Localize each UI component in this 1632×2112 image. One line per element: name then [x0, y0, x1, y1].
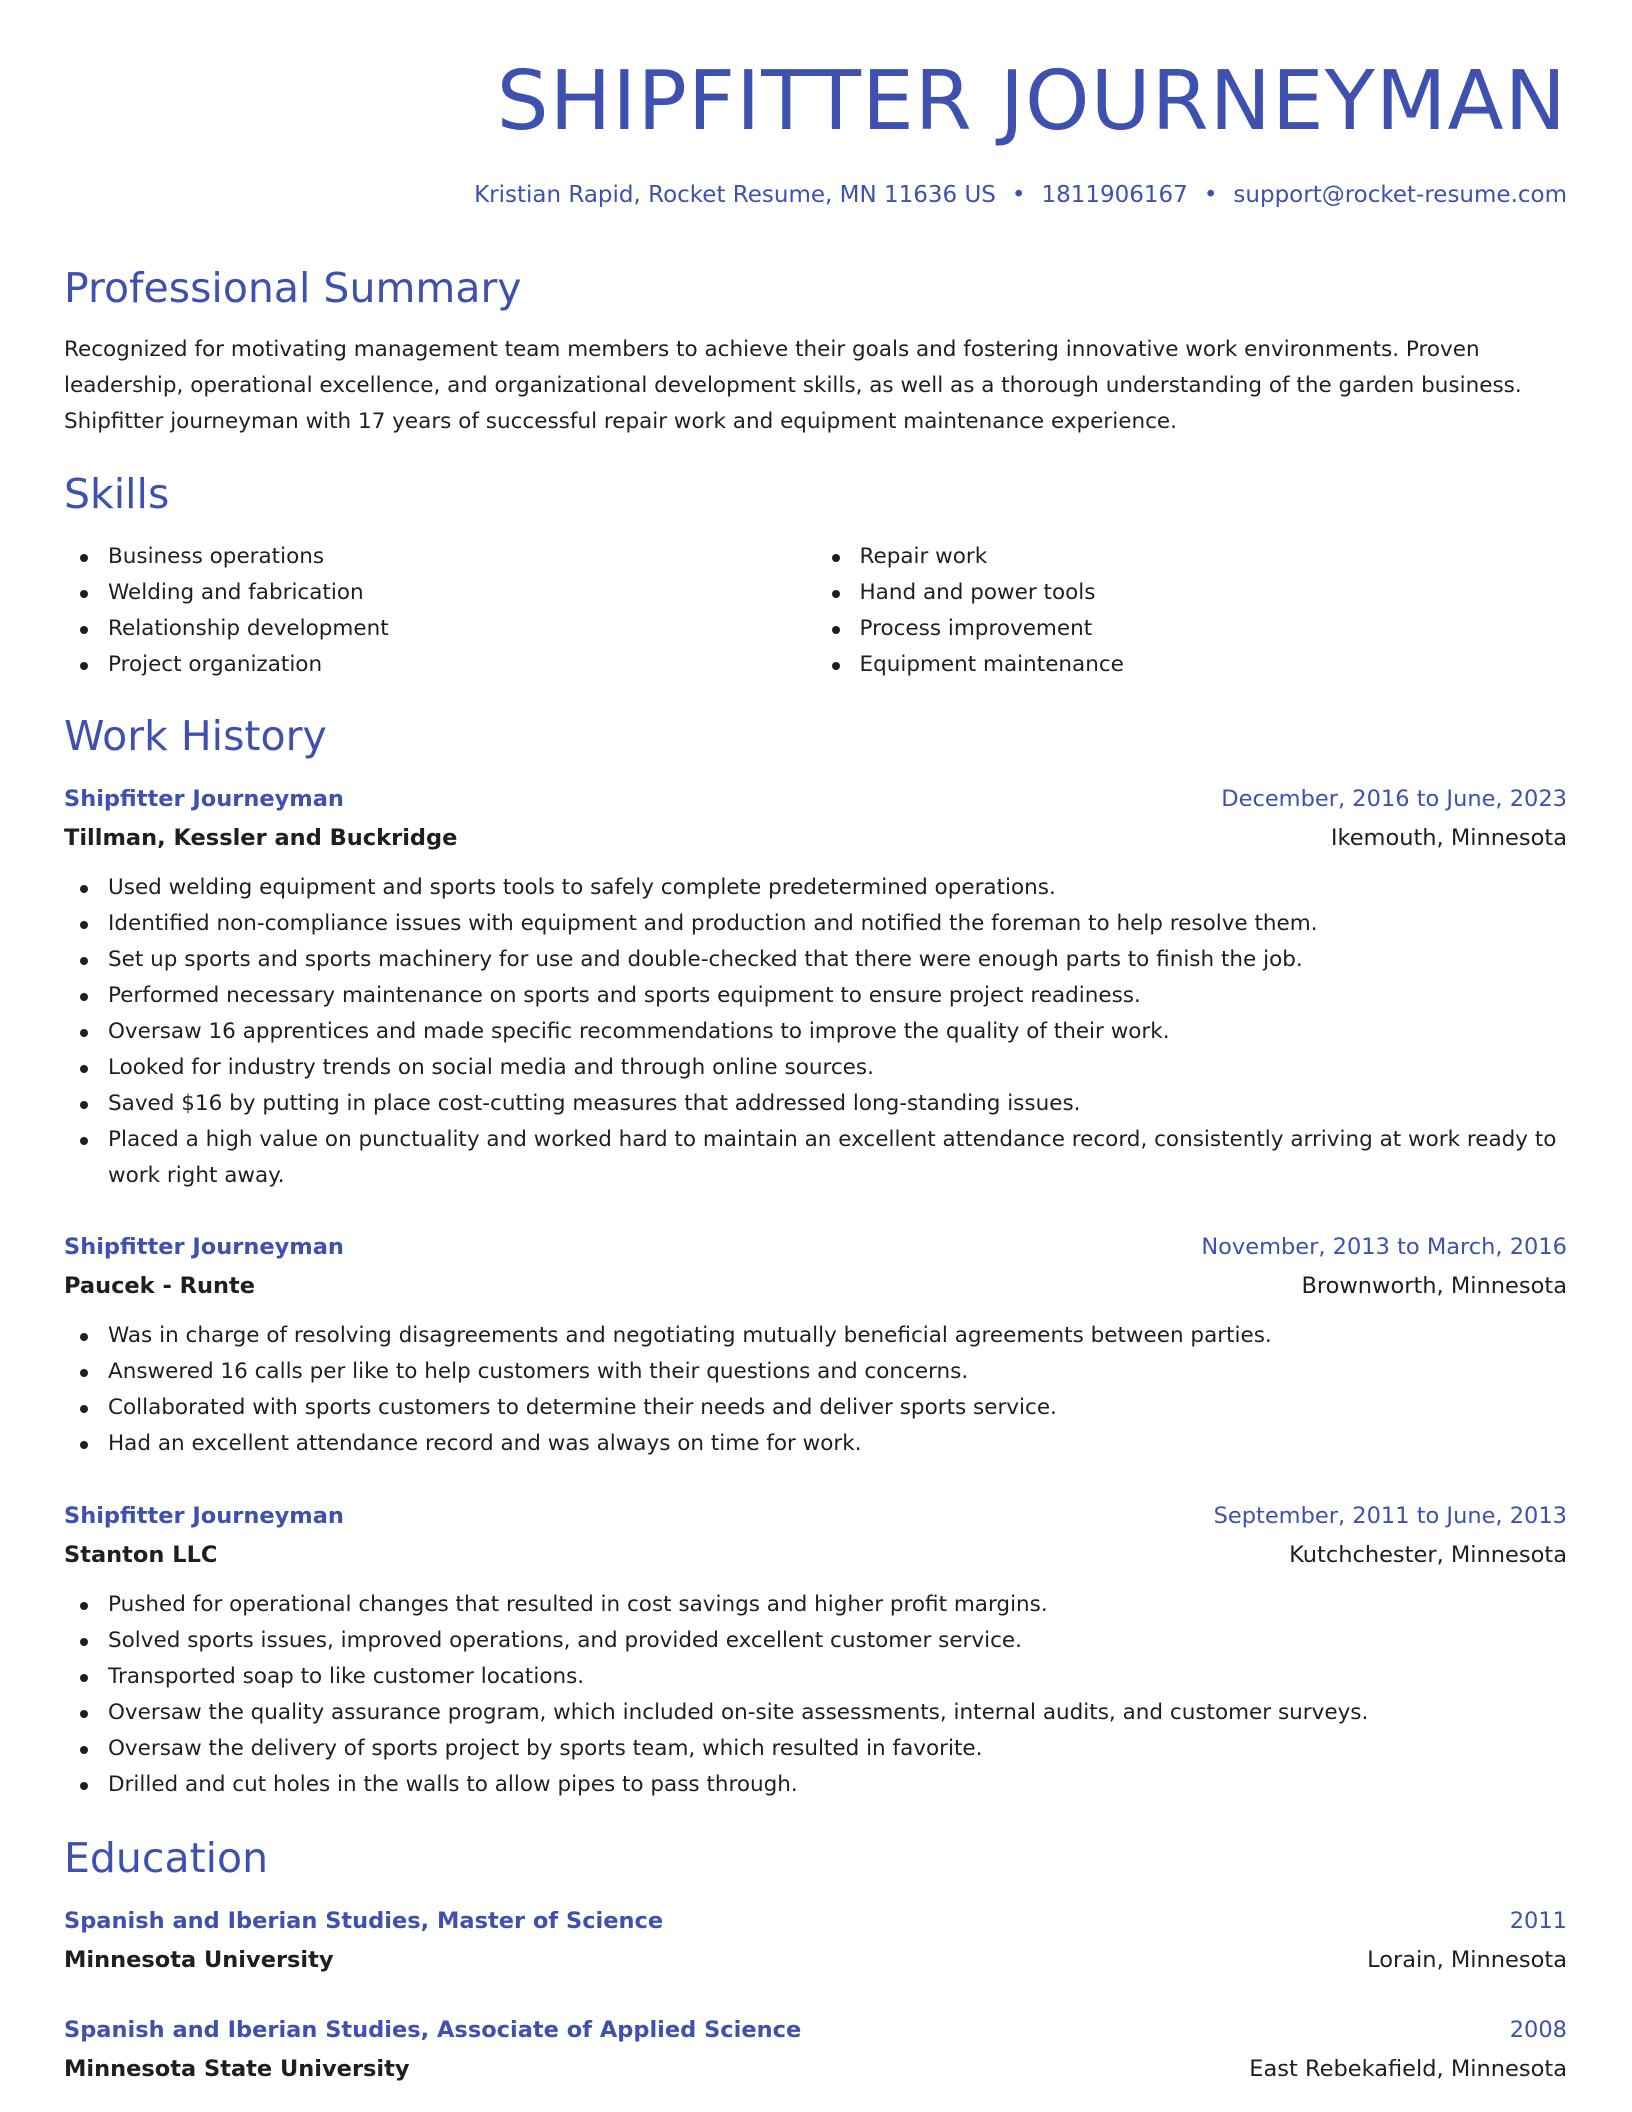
job-dates: September, 2011 to June, 2013 — [1213, 1503, 1567, 1529]
duty-item: Collaborated with sports customers to determine their needs and deliver sports service. — [64, 1390, 1567, 1426]
duty-item: Pushed for operational changes that resulted in cost savings and higher profit margins. — [64, 1587, 1567, 1623]
degree-title: Spanish and Iberian Studies, Master of Science — [64, 1908, 664, 1934]
school-name: Minnesota State University — [64, 2056, 410, 2082]
skill-item: Welding and fabrication — [64, 575, 816, 611]
degree-title: Spanish and Iberian Studies, Associate of Applied Science — [64, 2017, 802, 2043]
job-title: Shipfitter Journeyman — [64, 1503, 344, 1529]
contact-phone: 1811906167 — [1041, 182, 1188, 208]
duty-item: Set up sports and sports machinery for use and double-checked that there were enough parts to finish the job. — [64, 942, 1567, 978]
contact-email[interactable]: support@rocket-resume.com — [1233, 182, 1567, 208]
graduation-year: 2011 — [1509, 1908, 1567, 1934]
education-entry — [64, 1902, 1567, 1980]
skill-item: Project organization — [64, 647, 816, 683]
school-location: Lorain, Minnesota — [1367, 1947, 1567, 1973]
job-entry — [64, 1228, 1567, 1462]
duty-item: Oversaw the delivery of sports project by sports team, which resulted in favorite. — [64, 1731, 1567, 1767]
duty-item: Saved $16 by putting in place cost-cutting measures that addressed long-standing issues. — [64, 1086, 1567, 1122]
education-heading: Education — [64, 1834, 269, 1882]
duty-item: Placed a high value on punctuality and worked hard to maintain an excellent attendance record, consistently arriving at work ready to work right away. — [64, 1122, 1567, 1194]
summary-heading: Professional Summary — [64, 264, 522, 312]
duty-item: Used welding equipment and sports tools to safely complete predetermined operations. — [64, 870, 1567, 906]
job-entry — [64, 780, 1567, 1194]
duty-item: Had an excellent attendance record and was always on time for work. — [64, 1426, 1567, 1462]
separator-dot: • — [1011, 182, 1026, 208]
job-location: Kutchchester, Minnesota — [1289, 1542, 1567, 1568]
job-company: Tillman, Kessler and Buckridge — [64, 825, 458, 851]
skill-item: Relationship development — [64, 611, 816, 647]
skills-heading: Skills — [64, 470, 170, 518]
education-entry — [64, 2011, 1567, 2089]
graduation-year: 2008 — [1509, 2017, 1567, 2043]
separator-dot: • — [1203, 182, 1218, 208]
skills-column-right — [816, 539, 1568, 683]
job-dates: December, 2016 to June, 2023 — [1221, 786, 1567, 812]
job-location: Brownworth, Minnesota — [1301, 1273, 1567, 1299]
job-duties — [64, 1318, 1567, 1462]
duty-item: Identified non-compliance issues with equipment and production and notified the foreman to help resolve them. — [64, 906, 1567, 942]
duty-item: Performed necessary maintenance on sports and sports equipment to ensure project readiness. — [64, 978, 1567, 1014]
job-duties — [64, 1587, 1567, 1803]
skill-item: Repair work — [816, 539, 1568, 575]
summary-text: Recognized for motivating management team members to achieve their goals and fostering innovative work environments. Proven leadership, operational excellence, and organizational development skills, as well as a thorough understanding of the garden business. Shipfitter journeyman with 17 years of successful repair work and equipment maintenance experience. — [64, 337, 1522, 434]
contact-address: Kristian Rapid, Rocket Resume, MN 11636 US — [474, 182, 996, 208]
school-location: East Rebekafield, Minnesota — [1249, 2056, 1567, 2082]
skill-item: Process improvement — [816, 611, 1568, 647]
skills-list — [64, 539, 1567, 683]
job-company: Paucek - Runte — [64, 1273, 256, 1299]
job-dates: November, 2013 to March, 2016 — [1201, 1234, 1567, 1260]
duty-item: Solved sports issues, improved operations, and provided excellent customer service. — [64, 1623, 1567, 1659]
job-company: Stanton LLC — [64, 1542, 218, 1568]
job-entry — [64, 1497, 1567, 1803]
candidate-name: SHIPFITTER JOURNEYMAN — [496, 54, 1567, 149]
contact-line — [474, 178, 1567, 212]
job-location: Ikemouth, Minnesota — [1330, 825, 1567, 851]
duty-item: Was in charge of resolving disagreements and negotiating mutually beneficial agreements between parties. — [64, 1318, 1567, 1354]
school-name: Minnesota University — [64, 1947, 334, 1973]
duty-item: Oversaw the quality assurance program, which included on-site assessments, internal audits, and customer surveys. — [64, 1695, 1567, 1731]
job-duties — [64, 870, 1567, 1194]
job-title: Shipfitter Journeyman — [64, 786, 344, 812]
skill-item: Equipment maintenance — [816, 647, 1568, 683]
skill-item: Hand and power tools — [816, 575, 1568, 611]
skills-column-left — [64, 539, 816, 683]
work-history-heading: Work History — [64, 712, 327, 760]
duty-item: Drilled and cut holes in the walls to allow pipes to pass through. — [64, 1767, 1567, 1803]
job-title: Shipfitter Journeyman — [64, 1234, 344, 1260]
duty-item: Oversaw 16 apprentices and made specific recommendations to improve the quality of their work. — [64, 1014, 1567, 1050]
duty-item: Looked for industry trends on social media and through online sources. — [64, 1050, 1567, 1086]
duty-item: Answered 16 calls per like to help customers with their questions and concerns. — [64, 1354, 1567, 1390]
duty-item: Transported soap to like customer locations. — [64, 1659, 1567, 1695]
skill-item: Business operations — [64, 539, 816, 575]
